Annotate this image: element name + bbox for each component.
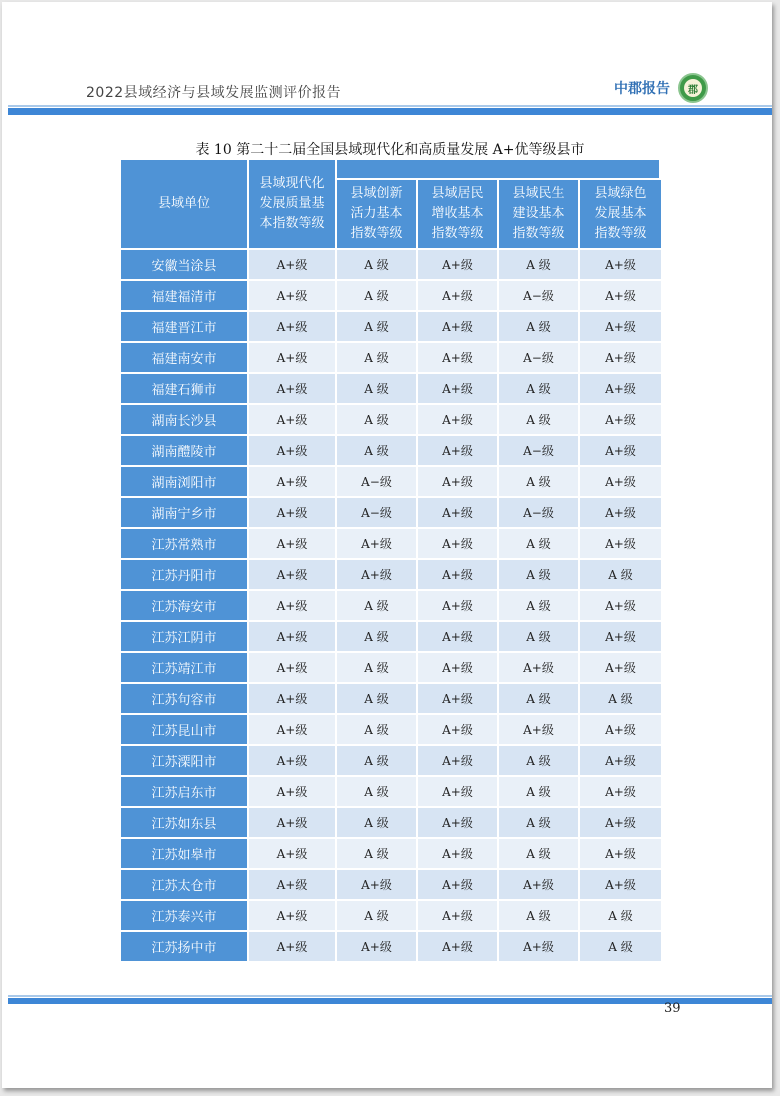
- table-row: [121, 374, 661, 405]
- county-name-cell: 湖南长沙县: [121, 405, 249, 436]
- grade-cell: A+级: [249, 622, 337, 653]
- table-row: [121, 653, 661, 684]
- county-name-cell: 江苏常熟市: [121, 529, 249, 560]
- grade-cell: A+级: [249, 374, 337, 405]
- grade-cell: A+级: [580, 281, 661, 312]
- grade-cell: A+级: [580, 529, 661, 560]
- grade-cell: A+级: [499, 653, 580, 684]
- grade-cell: A+级: [249, 312, 337, 343]
- grade-cell: A+级: [580, 777, 661, 808]
- table-row: [121, 312, 661, 343]
- grade-cell: A 级: [337, 901, 418, 932]
- grade-cell: A+级: [249, 529, 337, 560]
- table-row: [121, 684, 661, 715]
- table-row: [121, 498, 661, 529]
- county-name-cell: 福建福清市: [121, 281, 249, 312]
- table-row: [121, 591, 661, 622]
- grade-cell: A+级: [418, 715, 499, 746]
- table-caption: 表 10 第二十二届全国县域现代化和高质量发展 A+优等级县市: [195, 142, 585, 158]
- grade-cell: A+级: [418, 622, 499, 653]
- grade-cell: A+级: [418, 901, 499, 932]
- county-name-cell: 江苏江阴市: [121, 622, 249, 653]
- grade-cell: A+级: [337, 560, 418, 591]
- grade-cell: A+级: [499, 932, 580, 963]
- grade-cell: A 级: [499, 467, 580, 498]
- table-row: [121, 777, 661, 808]
- grade-cell: A+级: [249, 839, 337, 870]
- grade-cell: A+级: [418, 343, 499, 374]
- grade-cell: A+级: [580, 808, 661, 839]
- grade-cell: A+级: [499, 870, 580, 901]
- logo-seal: 郡: [684, 79, 702, 97]
- grade-cell: A 级: [337, 622, 418, 653]
- grade-cell: A 级: [499, 777, 580, 808]
- grade-cell: A+级: [249, 467, 337, 498]
- grade-cell: A+级: [418, 684, 499, 715]
- county-name-cell: 江苏如皋市: [121, 839, 249, 870]
- grade-cell: A+级: [418, 932, 499, 963]
- table-row: [121, 839, 661, 870]
- grade-cell: A+级: [249, 498, 337, 529]
- table-row: [121, 901, 661, 932]
- footer-divider-thin: [8, 995, 772, 997]
- grade-cell: A+级: [418, 436, 499, 467]
- county-name-cell: 江苏海安市: [121, 591, 249, 622]
- table-row: [121, 436, 661, 467]
- grade-cell: A−级: [499, 281, 580, 312]
- grade-cell: A+级: [580, 467, 661, 498]
- grade-cell: A+级: [337, 932, 418, 963]
- grade-cell: A+级: [580, 746, 661, 777]
- grade-cell: A 级: [337, 746, 418, 777]
- grade-cell: A+级: [249, 250, 337, 281]
- grade-cell: A+级: [418, 281, 499, 312]
- grade-cell: A+级: [337, 529, 418, 560]
- grade-cell: A+级: [249, 901, 337, 932]
- grade-cell: A+级: [580, 591, 661, 622]
- grade-cell: A+级: [249, 746, 337, 777]
- grade-cell: A−级: [337, 498, 418, 529]
- grade-cell: A 级: [499, 591, 580, 622]
- grade-cell: A+级: [249, 591, 337, 622]
- grade-cell: A+级: [580, 498, 661, 529]
- grade-cell: A+级: [249, 343, 337, 374]
- grade-cell: A+级: [580, 653, 661, 684]
- grade-cell: A 级: [580, 932, 661, 963]
- grade-cell: A+级: [249, 932, 337, 963]
- grade-cell: A+级: [249, 653, 337, 684]
- table-row: [121, 808, 661, 839]
- header-livelihood: 县域民生建设基本指数等级: [499, 180, 580, 250]
- table-row: [121, 560, 661, 591]
- grade-cell: A+级: [580, 622, 661, 653]
- grade-cell: A+级: [418, 591, 499, 622]
- header-total: 县域现代化发展质量基本指数等级: [249, 160, 337, 250]
- grade-cell: A+级: [337, 870, 418, 901]
- grade-cell: A 级: [337, 591, 418, 622]
- grade-cell: A 级: [580, 684, 661, 715]
- grade-cell: A 级: [499, 622, 580, 653]
- header-income: 县域居民增收基本指数等级: [418, 180, 499, 250]
- county-name-cell: 福建南安市: [121, 343, 249, 374]
- grade-cell: A+级: [499, 715, 580, 746]
- grade-cell: A 级: [337, 839, 418, 870]
- county-name-cell: 福建石狮市: [121, 374, 249, 405]
- header-divider-thin: [8, 105, 772, 107]
- county-name-cell: 江苏泰兴市: [121, 901, 249, 932]
- grade-table: [121, 160, 661, 963]
- grade-cell: A−级: [499, 436, 580, 467]
- grade-cell: A+级: [249, 560, 337, 591]
- grade-cell: A+级: [580, 436, 661, 467]
- grade-cell: A 级: [499, 901, 580, 932]
- grade-cell: A+级: [418, 839, 499, 870]
- county-name-cell: 湖南宁乡市: [121, 498, 249, 529]
- grade-cell: A 级: [499, 746, 580, 777]
- grade-cell: A+级: [418, 560, 499, 591]
- table-row: [121, 932, 661, 963]
- table-row: [121, 250, 661, 281]
- grade-cell: A 级: [337, 684, 418, 715]
- grade-cell: A 级: [337, 777, 418, 808]
- county-name-cell: 安徽当涂县: [121, 250, 249, 281]
- grade-cell: A+级: [418, 653, 499, 684]
- page-number: 39: [664, 1001, 681, 1016]
- grade-cell: A 级: [337, 653, 418, 684]
- grade-cell: A+级: [418, 529, 499, 560]
- grade-cell: A+级: [580, 405, 661, 436]
- report-title: 2022县域经济与县域发展监测评价报告: [86, 85, 342, 101]
- grade-cell: A 级: [337, 374, 418, 405]
- report-page: [2, 2, 772, 1088]
- grade-cell: A+级: [580, 250, 661, 281]
- grade-cell: A 级: [499, 405, 580, 436]
- county-name-cell: 江苏句容市: [121, 684, 249, 715]
- grade-cell: A 级: [580, 560, 661, 591]
- grade-cell: A 级: [337, 808, 418, 839]
- table-row: [121, 870, 661, 901]
- table-row: [121, 467, 661, 498]
- grade-cell: A+级: [249, 715, 337, 746]
- grade-cell: A+级: [418, 374, 499, 405]
- grade-cell: A+级: [418, 498, 499, 529]
- grade-cell: A+级: [249, 436, 337, 467]
- grade-cell: A+级: [580, 312, 661, 343]
- grade-cell: A 级: [337, 281, 418, 312]
- grade-cell: A+级: [418, 405, 499, 436]
- table-row: [121, 529, 661, 560]
- table-body: [121, 250, 661, 963]
- header-group-band: [337, 160, 661, 180]
- grade-cell: A+级: [249, 777, 337, 808]
- brand-name: 中郡报告: [614, 81, 670, 97]
- table-row: [121, 281, 661, 312]
- grade-cell: A 级: [499, 560, 580, 591]
- grade-cell: A 级: [499, 250, 580, 281]
- grade-cell: A+级: [418, 250, 499, 281]
- grade-cell: A 级: [337, 405, 418, 436]
- grade-cell: A 级: [499, 529, 580, 560]
- grade-cell: A+级: [580, 715, 661, 746]
- table-row: [121, 622, 661, 653]
- county-name-cell: 福建晋江市: [121, 312, 249, 343]
- grade-cell: A+级: [580, 374, 661, 405]
- grade-cell: A+级: [249, 684, 337, 715]
- grade-cell: A+级: [418, 312, 499, 343]
- grade-cell: A+级: [418, 808, 499, 839]
- grade-cell: A+级: [580, 839, 661, 870]
- header-unit: 县域单位: [121, 160, 249, 250]
- county-name-cell: 江苏丹阳市: [121, 560, 249, 591]
- county-name-cell: 江苏扬中市: [121, 932, 249, 963]
- county-name-cell: 江苏昆山市: [121, 715, 249, 746]
- table-row: [121, 343, 661, 374]
- county-name-cell: 湖南醴陵市: [121, 436, 249, 467]
- grade-cell: A 级: [499, 808, 580, 839]
- grade-cell: A 级: [337, 715, 418, 746]
- grade-cell: A+级: [580, 343, 661, 374]
- header-divider-thick: [8, 108, 772, 115]
- county-name-cell: 江苏启东市: [121, 777, 249, 808]
- grade-cell: A 级: [337, 312, 418, 343]
- table-row: [121, 746, 661, 777]
- grade-cell: A+级: [418, 870, 499, 901]
- grade-cell: A 级: [337, 343, 418, 374]
- grade-cell: A+级: [580, 870, 661, 901]
- grade-cell: A 级: [499, 684, 580, 715]
- grade-cell: A−级: [499, 498, 580, 529]
- grade-cell: A+级: [249, 405, 337, 436]
- grade-cell: A 级: [580, 901, 661, 932]
- grade-cell: A 级: [499, 312, 580, 343]
- brand-logo-icon: [678, 73, 708, 103]
- county-name-cell: 江苏太仓市: [121, 870, 249, 901]
- grade-cell: A+级: [249, 281, 337, 312]
- grade-cell: A 级: [337, 250, 418, 281]
- county-name-cell: 湖南浏阳市: [121, 467, 249, 498]
- grade-cell: A−级: [499, 343, 580, 374]
- grade-cell: A+级: [418, 777, 499, 808]
- county-name-cell: 江苏溧阳市: [121, 746, 249, 777]
- grade-cell: A+级: [418, 746, 499, 777]
- grade-cell: A 级: [499, 374, 580, 405]
- footer-divider-thick: [8, 998, 772, 1004]
- grade-cell: A+级: [249, 808, 337, 839]
- header-green: 县域绿色发展基本指数等级: [580, 180, 661, 250]
- header-innovation: 县域创新活力基本指数等级: [337, 180, 418, 250]
- grade-cell: A−级: [337, 467, 418, 498]
- table-row: [121, 715, 661, 746]
- grade-cell: A+级: [249, 870, 337, 901]
- county-name-cell: 江苏靖江市: [121, 653, 249, 684]
- county-name-cell: 江苏如东县: [121, 808, 249, 839]
- grade-cell: A+级: [418, 467, 499, 498]
- grade-cell: A 级: [337, 436, 418, 467]
- grade-cell: A 级: [499, 839, 580, 870]
- table-row: [121, 405, 661, 436]
